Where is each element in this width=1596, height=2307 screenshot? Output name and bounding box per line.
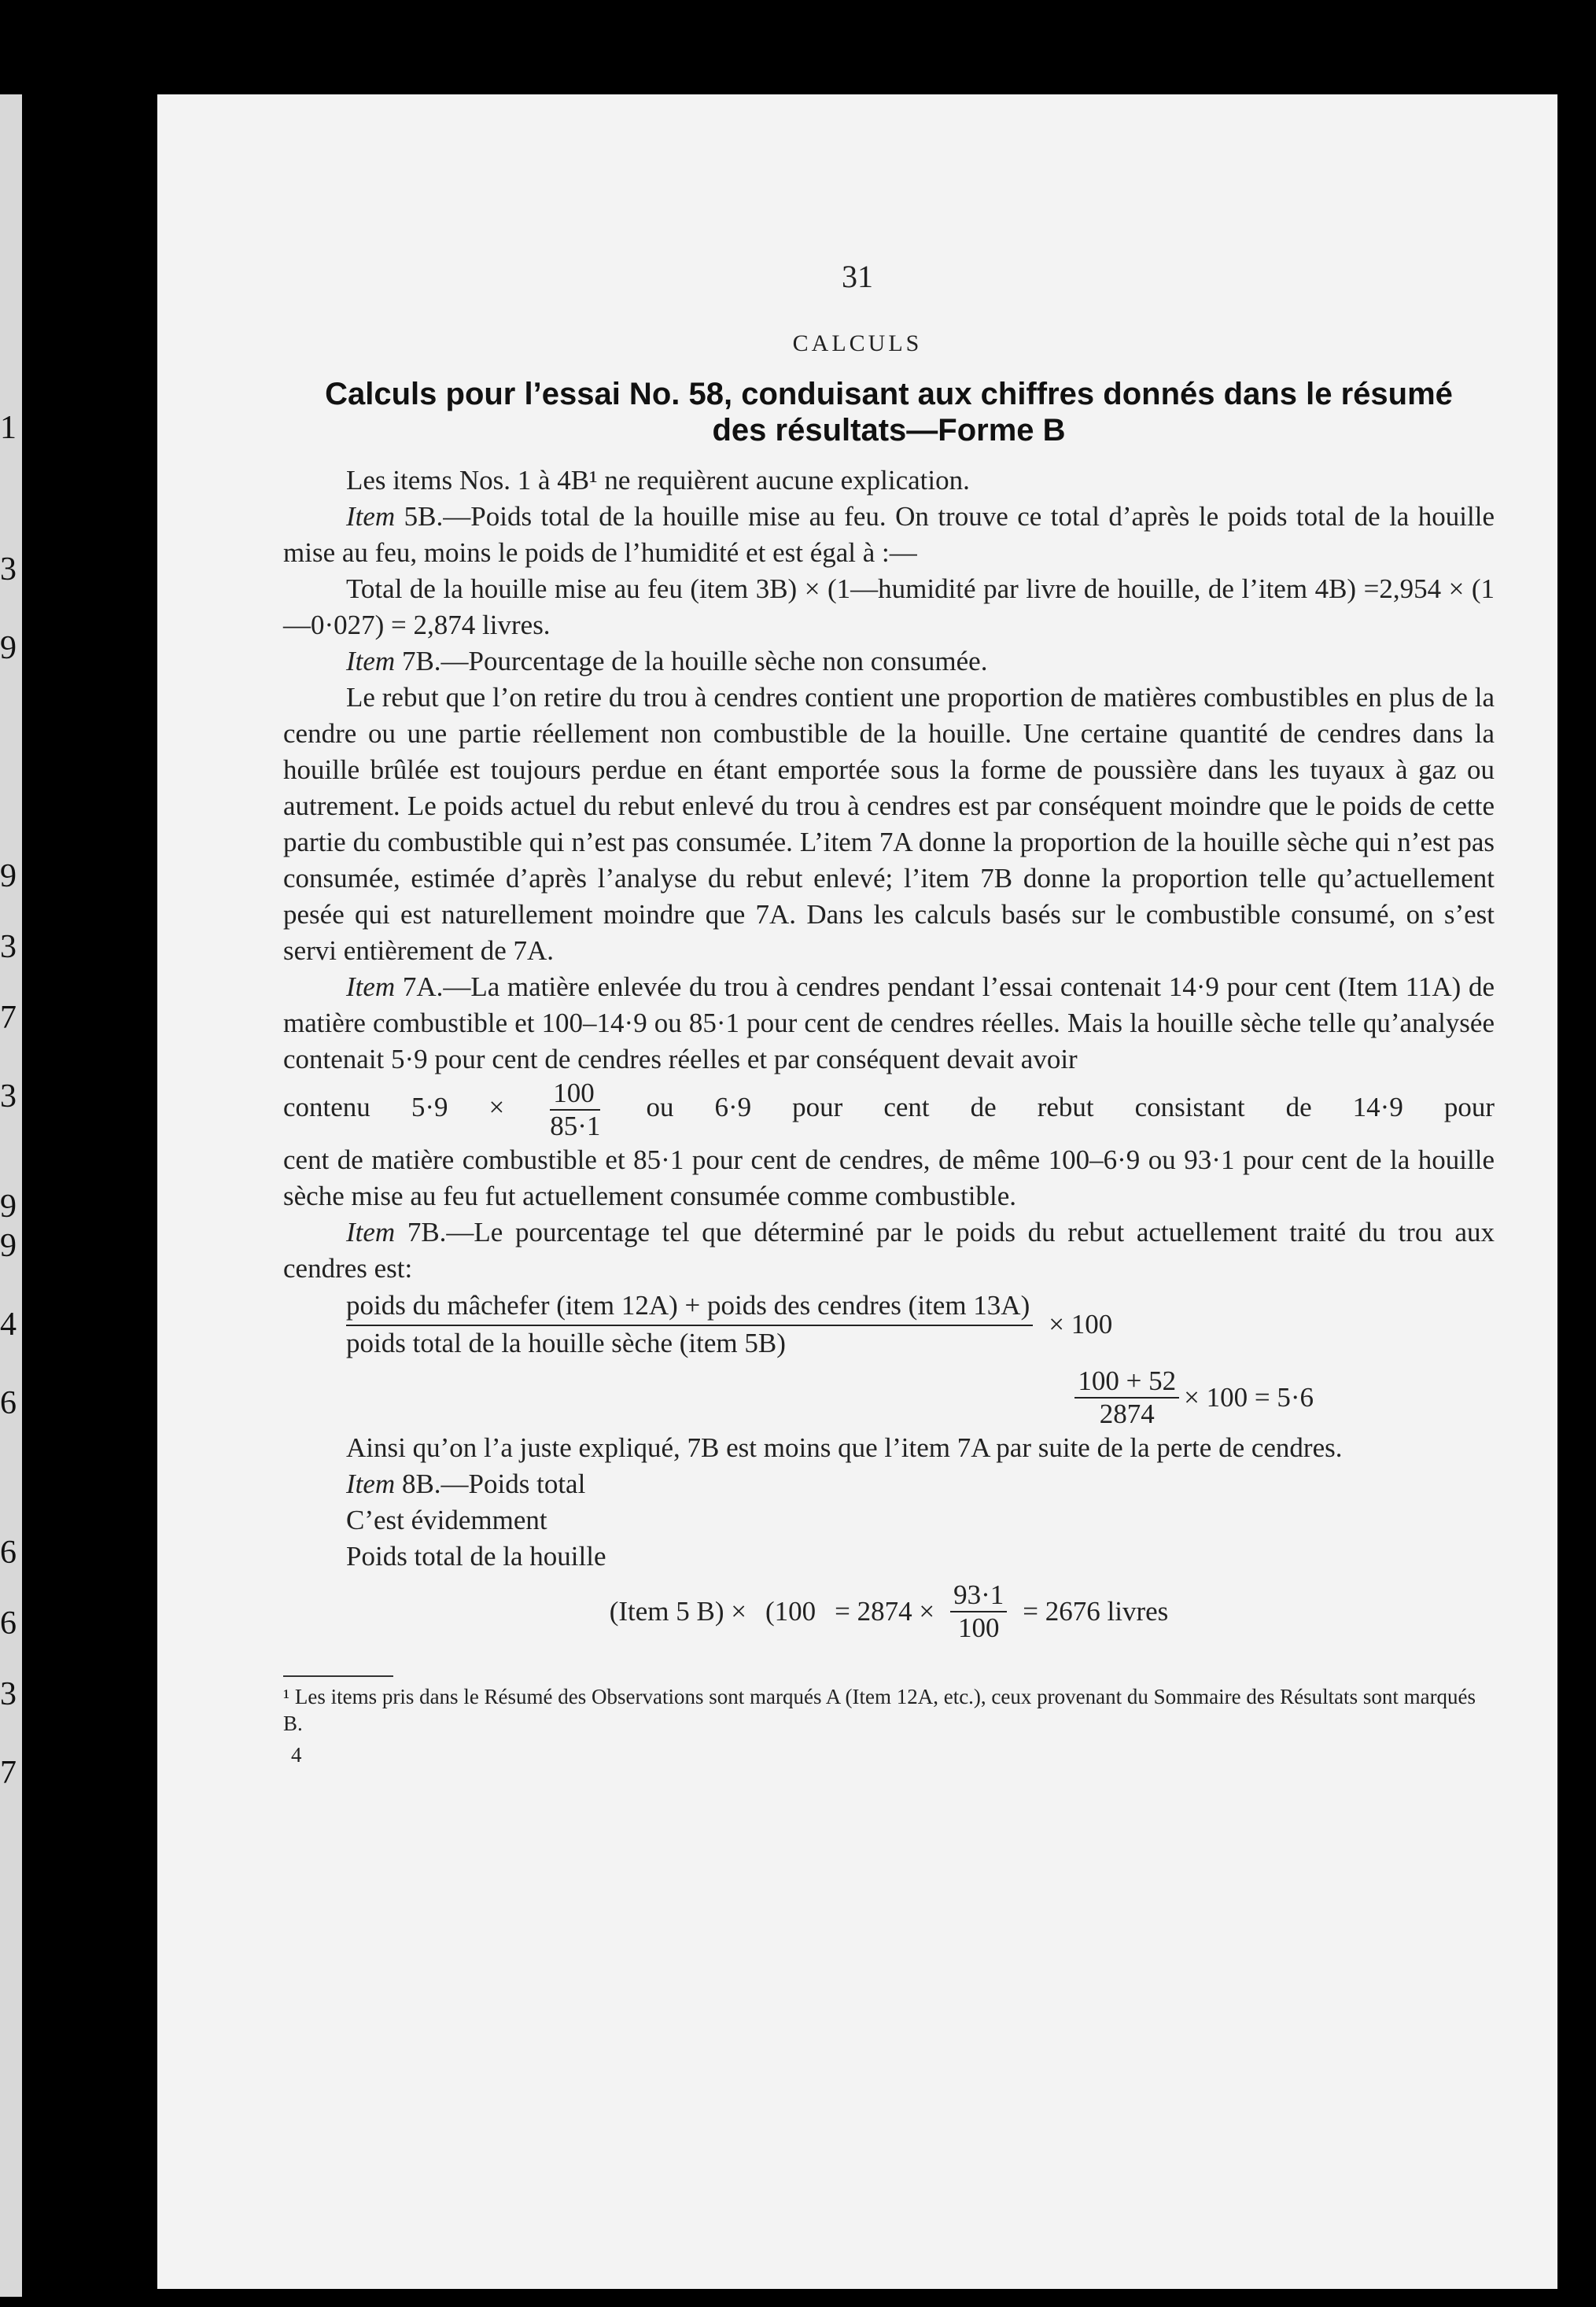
final-pre: (Item 5 B) × (609, 1596, 746, 1627)
final-numerator-1: (100 (765, 1596, 816, 1627)
result-value: × 100 = 5·6 (1184, 1382, 1314, 1413)
body-text (283, 463, 1495, 1773)
margin-mark: 6 (0, 1535, 17, 1571)
margin-mark: 9 (0, 858, 17, 894)
item-label: Item (346, 1469, 396, 1499)
formula-numerator: poids du mâchefer (item 12A) + poids des cendres (item 13A) (346, 1288, 1033, 1326)
final-fraction-2 (950, 1579, 1007, 1644)
item-7b-title-text: 7B.—Pourcentage de la houille sèche non consumée. (395, 646, 988, 676)
paragraph-item-8b (283, 1466, 1495, 1502)
margin-mark: 6 (0, 1385, 17, 1421)
result-denominator: 2874 (1099, 1399, 1155, 1429)
paragraph-rebut: Le rebut que l’on retire du trou à cendres contient une proportion de matières combustibles en plus de la cendre ou une partie réellement non combustible de la houille. Une certaine quantité de cendres dans la houille brûlée est toujours perdue en étant emportée sous la forme de poussière dans les tuyaux à gaz ou autrement. Le poids actuel du rebut enlevé du trou à cendres est par conséquent moindre que le poids de cette partie du combustible qui n’est pas consumée. L’item 7A donne la proportion de la houille sèche qui n’est pas consumée, estimée d’après l’analyse du rebut enlevé; l’item 7B donne la proportion telle qu’actuellement pesée qui est naturellement moindre que 7A. Dans les calculs basés sur le combustible consumé, on s’est servi entièrement de 7A. (283, 682, 1495, 966)
fraction-denominator: 85·1 (550, 1111, 601, 1141)
page-heading (275, 376, 1502, 448)
margin-mark: 7 (0, 1000, 17, 1036)
formula-rebut-percentage (346, 1288, 1495, 1361)
paragraph-ainsi: Ainsi qu’on l’a juste expliqué, 7B est moins que l’item 7A par suite de la perte de cendres. (346, 1432, 1343, 1463)
heading-line-1: Calculs pour l’essai No. 58, conduisant aux chiffres donnés dans le résumé (325, 377, 1453, 411)
paragraph-item-7b-title (283, 643, 1495, 680)
formula-fraction (346, 1288, 1033, 1361)
margin-mark: 9 (0, 630, 17, 666)
formula-result (283, 1365, 1314, 1430)
fraction-numerator: 100 (550, 1078, 600, 1111)
paragraph-item-7a (283, 969, 1495, 1078)
margin-mark: 1 (0, 410, 17, 446)
paragraph-cest: C’est évidemment (346, 1505, 547, 1535)
item-label: Item (346, 1217, 396, 1247)
margin-mark: 3 (0, 551, 17, 588)
margin-mark: 7 (0, 1755, 17, 1791)
footnote: ¹ Les items pris dans le Résumé des Observations sont marqués A (Item 12A, etc.), ceux provenant du Sommaire des Résultats sont marqués B. (283, 1685, 1476, 1735)
item-label: Item (346, 971, 396, 1002)
paragraph-item-7a-formula (283, 1078, 1495, 1142)
margin-mark: 4 (0, 1306, 17, 1343)
item-7a-text: 7A.—La matière enlevée du trou à cendres pendant l’essai contenait 14·9 pour cent (Item 11A) de matière combustible et 100–14·9 ou 85·1 pour cent de cendres réelles. Mais la houille sèche telle qu’analysée contenait 5·9 pour cent de cendres réelles et par conséquent devait avoir (283, 971, 1495, 1074)
margin-mark: 3 (0, 929, 17, 965)
fraction-100-851 (550, 1078, 600, 1142)
page-number: 31 (842, 259, 873, 294)
final-mid: = 2874 × (835, 1596, 935, 1627)
paragraph-item-5b-calc: Total de la houille mise au feu (item 3B) × (1—humidité par livre de houille, de l’item 4B) =2,954 × (1—0·027) = 2,874 livres. (283, 573, 1495, 640)
paragraph-poids-total: Poids total de la houille (346, 1541, 606, 1572)
margin-mark: 9 (0, 1228, 17, 1264)
formula-after: ou 6·9 pour cent de rebut consistant de 14·9 pour (646, 1092, 1495, 1123)
final-numerator-2: 93·1 (950, 1579, 1007, 1612)
item-label: Item (346, 646, 396, 676)
signature-mark: 4 (291, 1743, 302, 1767)
result-fraction (1074, 1365, 1179, 1430)
paragraph-item-7b-2 (283, 1214, 1495, 1287)
final-result: = 2676 livres (1023, 1596, 1169, 1627)
margin-mark: 9 (0, 1189, 17, 1225)
formula-contenu: contenu 5·9 × (283, 1092, 505, 1123)
heading-line-2: des résultats—Forme B (712, 413, 1066, 448)
footnote-rule (283, 1675, 393, 1677)
document-page (157, 94, 1557, 2289)
final-denominator-2: 100 (957, 1612, 1000, 1643)
section-title: CALCULS (792, 330, 923, 356)
final-calculation (283, 1579, 1495, 1644)
margin-mark: 3 (0, 1078, 17, 1115)
item-5b-text: 5B.—Poids total de la houille mise au feu. On trouve ce total d’après le poids total de la houille mise au feu, moins le poids de l’humidité et est égal à :— (283, 501, 1495, 568)
final-fraction-1 (762, 1596, 819, 1627)
paragraph-item-5b (283, 499, 1495, 571)
formula-multiplier: × 100 (1049, 1309, 1113, 1340)
item-7b-2-text: 7B.—Le pourcentage tel que déterminé par le poids du rebut actuellement traité du trou aux cendres est: (283, 1217, 1495, 1284)
margin-mark: 6 (0, 1605, 17, 1642)
paragraph-intro: Les items Nos. 1 à 4B¹ ne requièrent aucune explication. (346, 465, 970, 496)
item-label: Item (346, 501, 396, 532)
result-numerator: 100 + 52 (1074, 1365, 1179, 1399)
item-8b-text: 8B.—Poids total (395, 1469, 586, 1499)
formula-denominator: poids total de la houille sèche (item 5B) (346, 1328, 786, 1358)
paragraph-item-7a-cont: cent de matière combustible et 85·1 pour cent de cendres, de même 100–6·9 ou 93·1 pour cent de la houille sèche mise au feu fut actuellement consumée comme combustible. (283, 1144, 1495, 1211)
margin-mark: 3 (0, 1676, 17, 1712)
